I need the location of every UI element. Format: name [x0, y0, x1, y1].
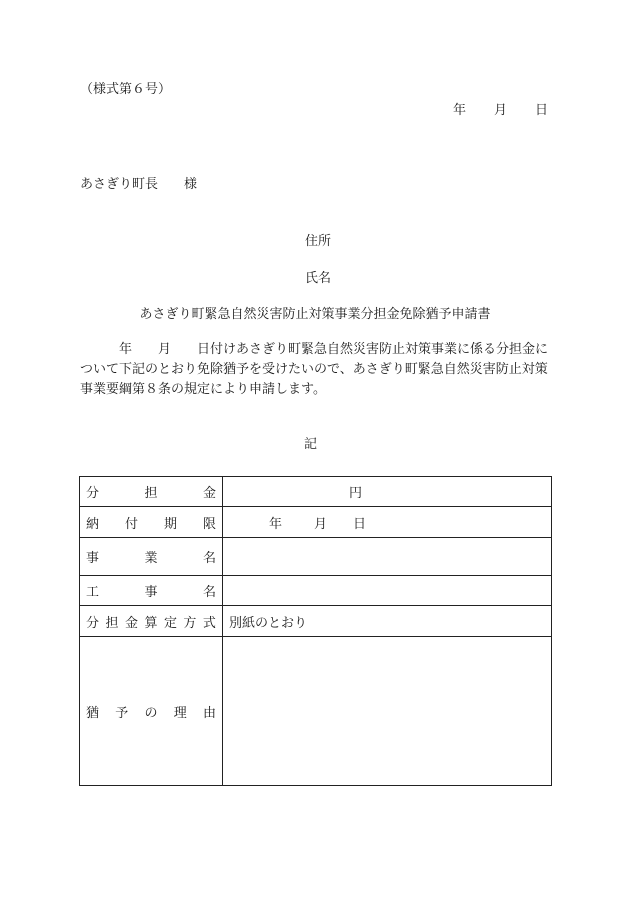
label-char: 猶 [86, 705, 100, 721]
table-row [80, 538, 552, 576]
row-label [80, 637, 223, 786]
table-row [80, 477, 552, 507]
date-day: 日 [535, 103, 549, 118]
label-char: 工 [86, 585, 100, 600]
due-year: 年 [269, 516, 283, 532]
ki-heading: 記 [304, 437, 318, 452]
detail-table [79, 476, 552, 786]
label-char: 金 [124, 615, 138, 631]
table-row [80, 507, 552, 538]
label-char: 式 [202, 615, 216, 631]
date-line [453, 99, 548, 118]
label-char: 定 [163, 615, 177, 631]
label-char: 担 [144, 486, 158, 501]
due-date-field[interactable] [223, 507, 552, 538]
project-name-field[interactable] [223, 538, 552, 576]
label-char: 金 [202, 486, 216, 501]
label-char: 理 [173, 705, 187, 721]
document-title: あさぎり町緊急自然災害防止対策事業分担金免除猶予申請書 [139, 307, 491, 322]
deferral-reason-field[interactable] [223, 637, 552, 786]
due-month: 月 [314, 516, 328, 532]
date-month: 月 [494, 103, 508, 118]
due-date [269, 513, 366, 532]
row-label [80, 507, 223, 538]
label-char: 事 [144, 585, 158, 600]
row-label [80, 576, 223, 606]
table-row [80, 637, 552, 786]
addressee: あさぎり町長 様 [80, 177, 198, 192]
due-day: 日 [353, 516, 367, 532]
label-char: 分 [86, 486, 100, 501]
label-char: 方 [183, 615, 197, 631]
body-text: 年 月 日付けあさぎり町緊急自然災害防止対策事業に係る分担金について下記のとおり免除猶予を受けたいので、あさぎり町緊急自然災害防止対策事業要綱第８条の規定により申請します。 [80, 342, 549, 397]
label-char: 期 [163, 516, 177, 532]
table-row [80, 576, 552, 606]
label-char: 分 [86, 615, 100, 631]
row-label [80, 606, 223, 637]
label-char: 納 [86, 516, 100, 532]
row-label [80, 538, 223, 576]
label-char: 担 [105, 615, 119, 631]
date-year: 年 [453, 103, 467, 118]
calculation-method-field[interactable]: 別紙のとおり [223, 606, 552, 637]
yen-unit: 円 [349, 486, 363, 501]
label-char: 予 [115, 705, 129, 721]
applicant-name-label: 氏名 [305, 271, 332, 286]
label-char: 業 [144, 551, 158, 566]
label-char: 限 [202, 516, 216, 532]
applicant-address-label: 住所 [305, 234, 332, 249]
form-number: （様式第６号） [80, 82, 172, 97]
label-char: 名 [202, 551, 216, 566]
label-char: の [144, 705, 158, 721]
construction-name-field[interactable] [223, 576, 552, 606]
amount-field[interactable] [223, 477, 552, 507]
label-char: 算 [144, 615, 158, 631]
row-label [80, 477, 223, 507]
label-char: 付 [124, 516, 138, 532]
table-row [80, 606, 552, 637]
label-char: 事 [86, 551, 100, 566]
label-char: 由 [202, 705, 216, 721]
label-char: 名 [202, 585, 216, 600]
